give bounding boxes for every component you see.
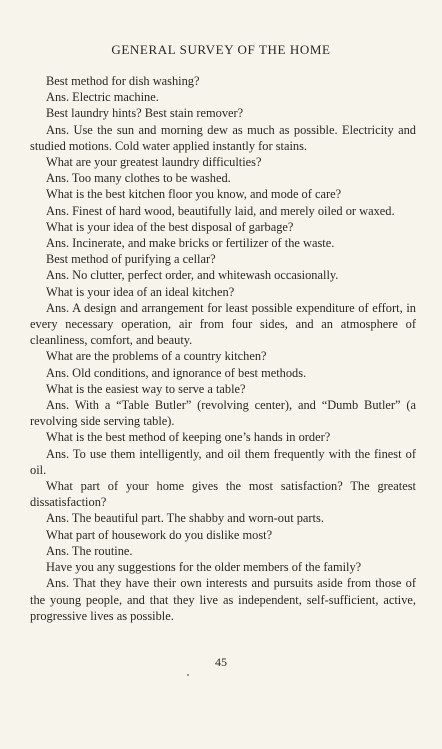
paragraph: What is your idea of an ideal kitchen?: [46, 284, 235, 299]
paragraph: Ans. To use them intelligently, and oil them frequently with the finest of oil.: [30, 446, 416, 477]
paragraph: Best method of purifying a cellar?: [46, 252, 216, 267]
paragraph: What is the easiest way to serve a table?: [46, 381, 246, 396]
paragraph: Ans. The beautiful part. The shabby and worn-out parts.: [46, 511, 324, 526]
paragraph: Have you any suggestions for the older members of the family?: [46, 560, 362, 575]
paragraph: Ans. Incinerate, and make bricks or fertilizer of the waste.: [46, 236, 335, 251]
speck-mark: [187, 674, 189, 676]
paragraph: Ans. A design and arrangement for least possible expenditure of effort, in every necessary operation, air from four sides, and an atmosphere of cleanliness, comfort, and beauty.: [30, 300, 416, 348]
paragraph: What is the best method of keeping one’s hands in order?: [46, 430, 331, 445]
running-head: GENERAL SURVEY OF THE HOME: [111, 42, 331, 57]
paragraph: Ans. With a “Table Butler” (revolving center), and “Dumb Butler” (a revolving side serving table).: [30, 398, 416, 429]
paragraph: What part of housework do you dislike most?: [46, 527, 273, 542]
paragraph: Ans. Finest of hard wood, beautifully laid, and merely oiled or waxed.: [46, 203, 395, 218]
paragraph: Ans. The routine.: [46, 543, 133, 558]
paragraph: What is the best kitchen floor you know, and mode of care?: [46, 187, 342, 202]
paragraph: Ans. Too many clothes to be washed.: [46, 171, 231, 186]
paragraph: Ans. That they have their own interests and pursuits aside from those of the young people, and that they live as independent, self-sufficient, active, progressive lives as possible.: [30, 576, 416, 623]
paragraph: Ans. Use the sun and morning dew as much as possible. Electricity and studied motions. Cold water applied instantly for stains.: [30, 122, 416, 153]
paragraph: Ans. Old conditions, and ignorance of best methods.: [46, 365, 307, 380]
paragraph: What is your idea of the best disposal of garbage?: [46, 219, 294, 234]
paragraph: Best laundry hints? Best stain remover?: [46, 106, 244, 121]
paragraph: Ans. No clutter, perfect order, and whitewash occasionally.: [46, 268, 339, 283]
paragraph: What part of your home gives the most satisfaction? The greatest dissatisfaction?: [30, 479, 416, 510]
page-number: 45: [215, 655, 227, 669]
body-text: [30, 73, 416, 624]
paragraph: What are your greatest laundry difficulties?: [46, 155, 262, 170]
paragraph: What are the problems of a country kitchen?: [46, 349, 267, 364]
paragraph: Ans. Electric machine.: [46, 90, 159, 105]
paragraph: Best method for dish washing?: [46, 74, 200, 88]
